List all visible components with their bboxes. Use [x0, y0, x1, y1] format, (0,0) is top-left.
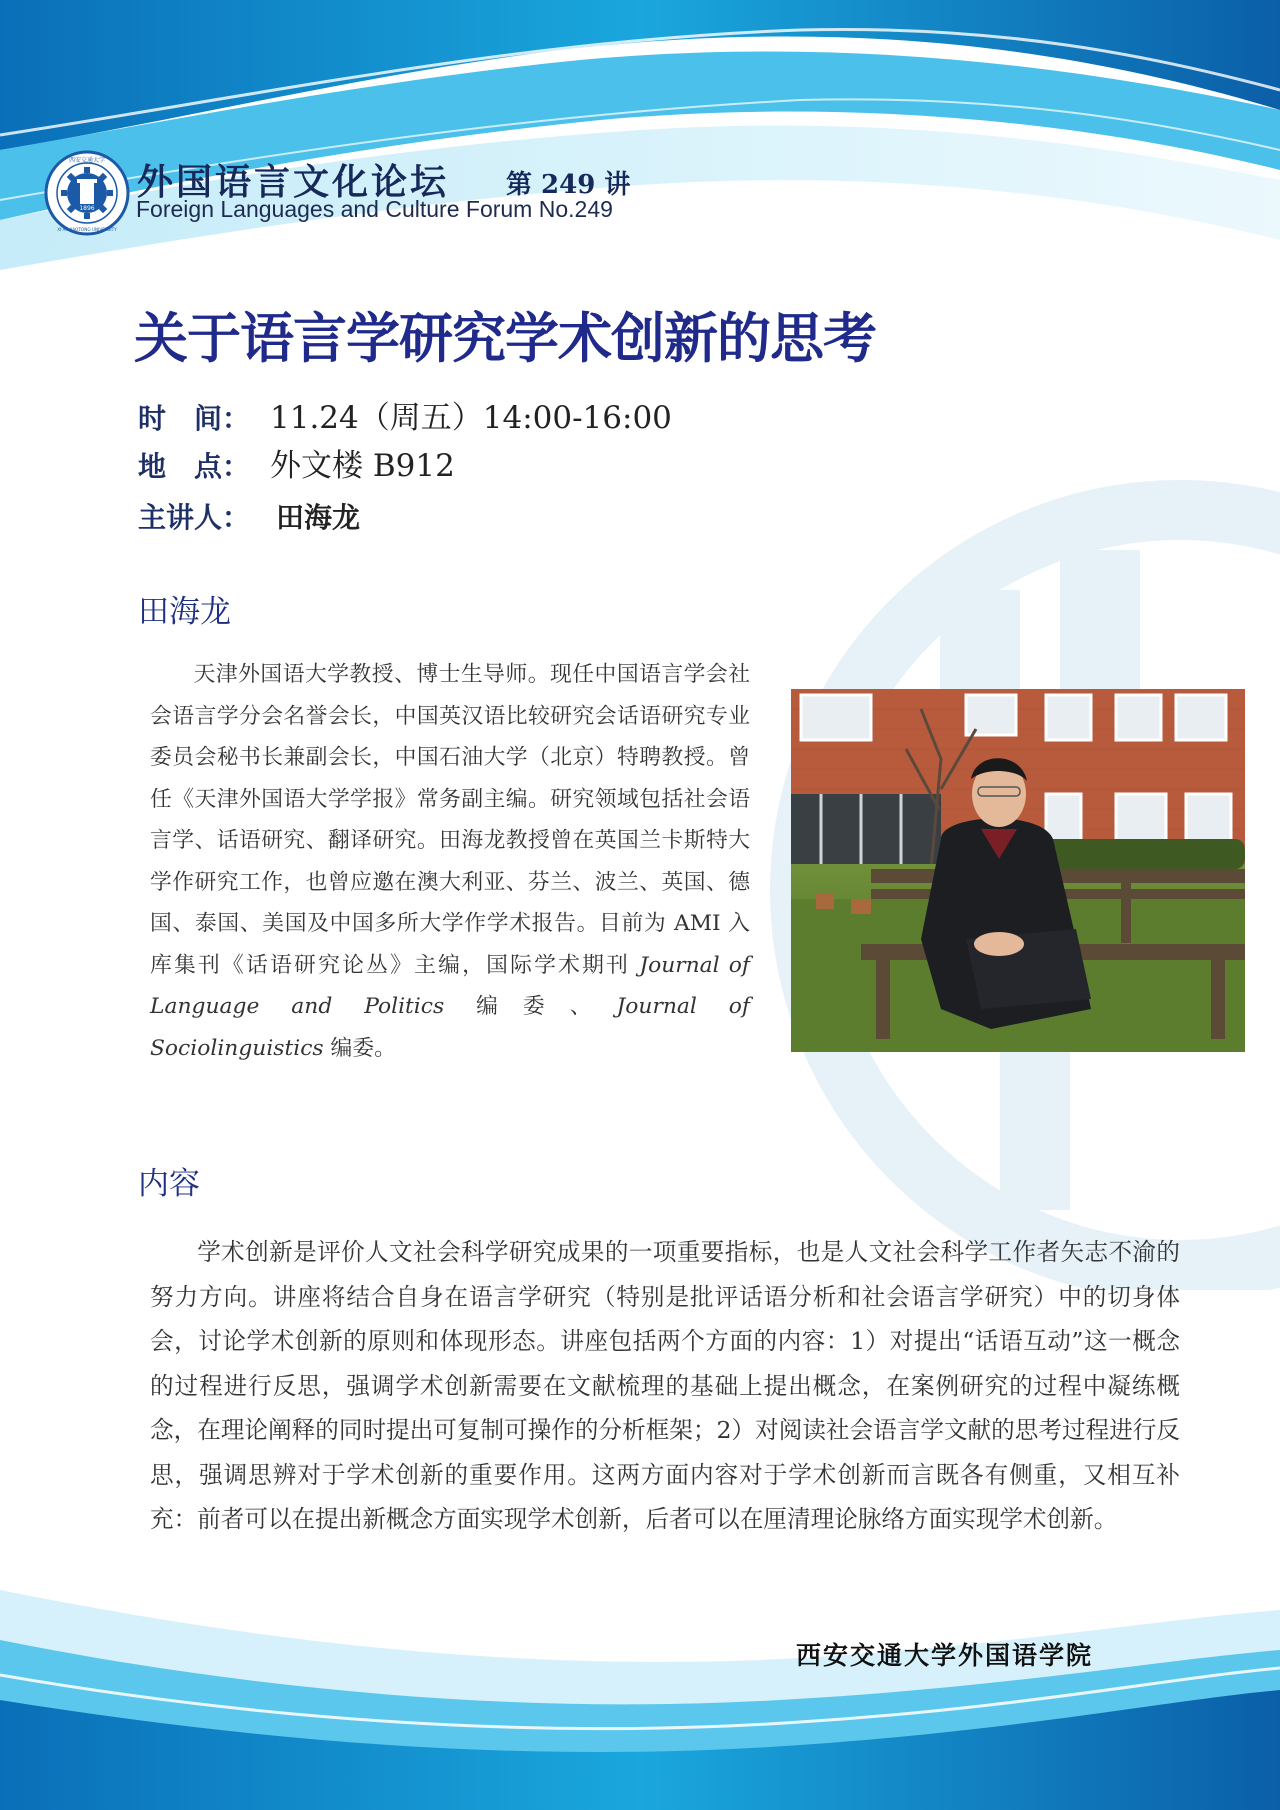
speaker-label: 主讲人：	[138, 501, 251, 534]
university-logo	[44, 150, 130, 236]
content-paragraph: 学术创新是评价人文社会科学研究成果的一项重要指标，也是人文社会科学工作者矢志不渝的努力方向。讲座将结合自身在语言学研究（特别是批评话语分析和社会语言学研究）中的切身体会，讨论学术创新的原则和体现形态。讲座包括两个方面的内容：1）对提出“话语互动”这一概念的过程进行反思，强调学术创新需要在文献梳理的基础上提出概念，在案例研究的过程中凝练概念，在理论阐释的同时提出可复制可操作的分析框架；2）对阅读社会语言学文献的思考过程进行反思，强调思辨对于学术创新的重要作用。这两方面内容对于学术创新而言既各有侧重，又相互补充：前者可以在提出新概念方面实现学术创新，后者可以在厘清理论脉络方面实现学术创新。	[150, 1238, 1180, 1533]
bio-heading: 田海龙	[138, 594, 231, 630]
time-label: 时 间：	[138, 402, 251, 435]
logo-text-top: 西安交通大学	[68, 157, 106, 164]
bio-paragraph	[150, 654, 750, 1069]
organizer-signature: 西安交通大学外国语学院	[796, 1641, 1094, 1670]
place-value: 外文楼 B912	[270, 448, 455, 484]
speaker-value: 田海龙	[276, 501, 361, 534]
speaker-photo	[791, 689, 1245, 1052]
forum-title-en: Foreign Languages and Culture Forum No.249	[136, 196, 613, 222]
forum-number: 第 249 讲	[506, 170, 631, 200]
top-wave-decoration	[0, 0, 1280, 300]
journal-2: Journal of Sociolinguistics	[150, 994, 750, 1061]
time-row	[138, 392, 672, 437]
bio-text-3: 编委。	[323, 1035, 396, 1061]
bottom-wave-decoration	[0, 1550, 1280, 1810]
speaker-row	[138, 496, 360, 536]
lecture-title: 关于语言学研究学术创新的思考	[134, 307, 876, 370]
time-value: 11.24（周五）14:00-16:00	[270, 400, 672, 436]
logo-year: 1896	[79, 205, 95, 212]
logo-text-bottom: XI'AN JIAOTONG UNIVERSITY	[57, 227, 117, 232]
place-label: 地 点：	[138, 450, 251, 483]
journal-1: Journal of Language and Politics	[150, 952, 750, 1019]
place-row	[138, 440, 455, 485]
forum-title-cn: 外国语言文化论坛	[137, 161, 450, 203]
bio-text-1: 天津外国语大学教授、博士生导师。现任中国语言学会社会语言学分会名誉会长，中国英汉语比较研究会话语研究专业委员会秘书长兼副会长，中国石油大学（北京）特聘教授。曾任《天津外国语大学学报》常务副主编。研究领域包括社会语言学、话语研究、翻译研究。田海龙教授曾在英国兰卡斯特大学作研究工作，也曾应邀在澳大利亚、芬兰、波兰、英国、德国、泰国、美国及中国多所大学作学术报告。目前为 AMI 入库集刊《话语研究论丛》主编，国际学术期刊	[150, 662, 750, 978]
bio-text-2: 编委、	[444, 994, 617, 1019]
content-heading: 内容	[138, 1166, 200, 1202]
